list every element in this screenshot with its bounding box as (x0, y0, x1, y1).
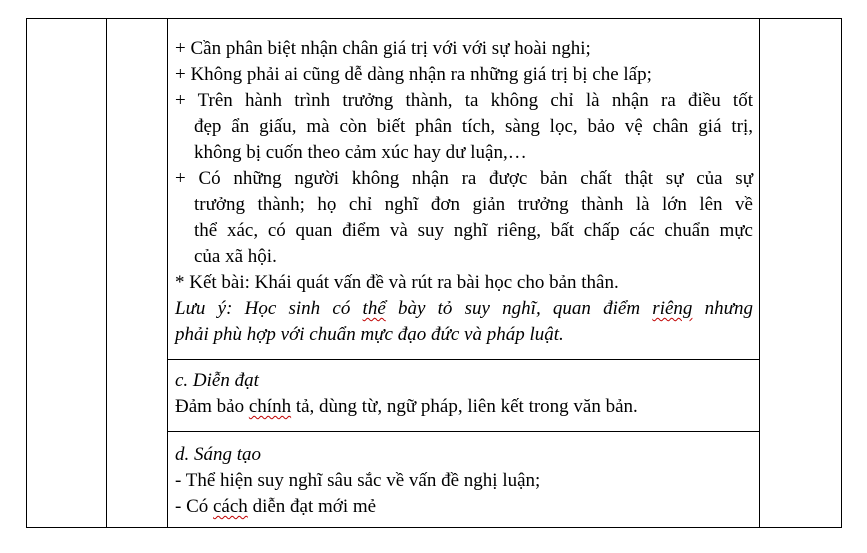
text-line: + Trên hành trình trưởng thành, ta không chỉ là nhận ra điều tốt (175, 90, 753, 111)
section-heading: c. Diễn đạt (175, 370, 259, 391)
column-divider (759, 19, 760, 527)
column-divider (167, 19, 168, 527)
note-line: phải phù hợp với chuẩn mực đạo đức và pháp luật. (175, 324, 564, 345)
conclusion-line: * Kết bài: Khái quát vấn đề và rút ra bài học cho bản thân. (175, 272, 619, 293)
text-line: trưởng thành; họ chỉ nghĩ đơn giản trưởng thành là lớn lên về (194, 194, 753, 215)
text-line: + Không phải ai cũng dễ dàng nhận ra những giá trị bị che lấp; (175, 64, 652, 85)
row-divider (167, 431, 759, 432)
text-line: đẹp ẩn giấu, mà còn biết phân tích, sàng lọc, bảo vệ chân giá trị, (194, 116, 753, 137)
column-divider (106, 19, 107, 527)
row-divider (167, 359, 759, 360)
text-line: thể xác, có quan điểm và suy nghĩ riêng, bất chấp các chuẩn mực (194, 220, 753, 241)
note-line: Lưu ý: Học sinh có thể bày tỏ suy nghĩ, quan điểm riêng nhưng (175, 298, 753, 319)
section-heading: d. Sáng tạo (175, 444, 262, 465)
text-line: - Thể hiện suy nghĩ sâu sắc về vấn đề nghị luận; (175, 470, 541, 491)
text-line: Đảm bảo chính tả, dùng từ, ngữ pháp, liên kết trong văn bản. (175, 396, 638, 417)
text-line: + Cần phân biệt nhận chân giá trị với với sự hoài nghi; (175, 38, 591, 59)
text-line: của xã hội. (194, 246, 277, 267)
text-line: không bị cuốn theo cảm xúc hay dư luận,… (194, 142, 527, 163)
text-line: - Có cách diễn đạt mới mẻ (175, 496, 377, 517)
text-line: + Có những người không nhận ra được bản chất thật sự của sự (175, 168, 753, 189)
